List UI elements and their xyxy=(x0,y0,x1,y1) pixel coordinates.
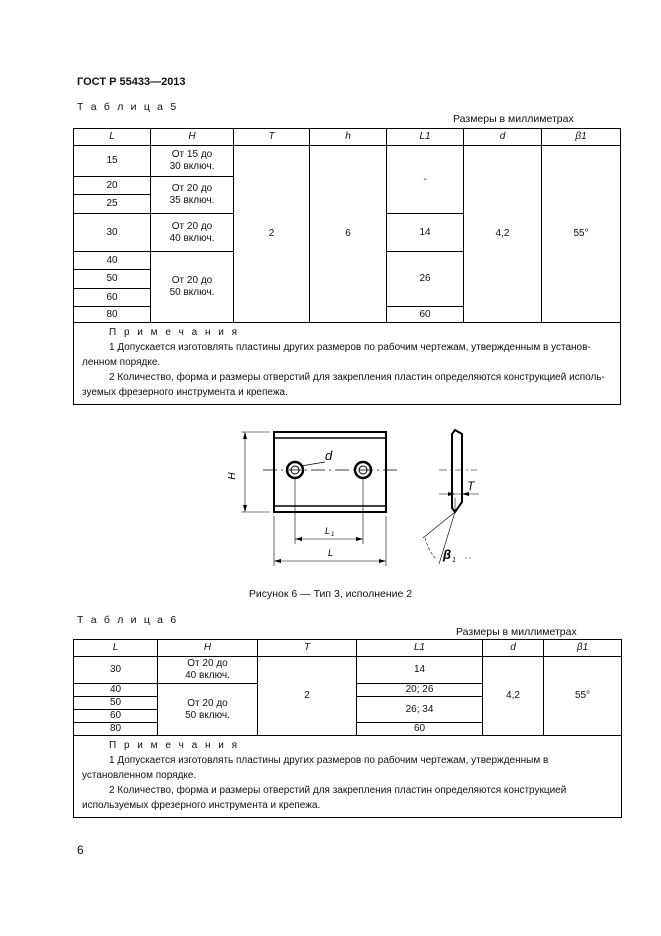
t6-L-4: 80 xyxy=(74,723,158,736)
t6-T: 2 xyxy=(258,657,357,736)
t5-L-2: 25 xyxy=(74,195,151,214)
t6-col-d: d xyxy=(483,640,544,657)
t6-L-3: 60 xyxy=(74,710,158,723)
table5-caption: Т а б л и ц а 5 xyxy=(77,101,179,113)
t6-note2: 2 Количество, форма и размеры отверстий для закрепления пластин определяются конструкцией используемых фрезерного инструмента и крепежа. xyxy=(82,785,567,811)
d-leader xyxy=(301,462,325,466)
t5-L-5: 50 xyxy=(74,270,151,289)
figure-6-caption: Рисунок 6 — Тип 3, исполнение 2 xyxy=(248,588,413,600)
t5-note2: 2 Количество, форма и размеры отверстий для закрепления пластин определяются конструкцией исполь-зуемых фрезерного инструмента и крепежа. xyxy=(82,372,605,398)
t5-col-h: h xyxy=(310,129,387,146)
label-H: H xyxy=(227,472,238,480)
arrow-l-left xyxy=(274,559,281,563)
figure-6-drawing xyxy=(225,420,485,570)
document-header: ГОСТ Р 55433—2013 xyxy=(77,76,186,88)
table6 xyxy=(73,639,622,818)
beta-arc xyxy=(425,538,437,560)
t6-L-1: 40 xyxy=(74,684,158,697)
t5-beta1: 55° xyxy=(542,146,621,323)
table5 xyxy=(73,128,621,405)
arrow-h-bottom xyxy=(243,505,247,512)
t6-L-2: 50 xyxy=(74,697,158,710)
table6-units: Размеры в миллиметрах xyxy=(456,626,577,638)
t5-L1-0: - xyxy=(387,146,464,214)
arrow-l-right xyxy=(379,559,386,563)
t6-col-H: H xyxy=(158,640,258,657)
t6-note1: 1 Допускается изготовлять пластины других размеров по рабочим чертежам, утвержденным в установленном порядке. xyxy=(82,755,549,781)
page-number: 6 xyxy=(77,843,84,857)
t5-L-4: 40 xyxy=(74,252,151,270)
label-beta-sub: 1 xyxy=(452,557,456,564)
table5-units: Размеры в миллиметрах xyxy=(453,113,574,125)
t5-L1-2: 26 xyxy=(387,252,464,307)
label-L1-sub: 1 xyxy=(331,532,335,538)
t5-L-0: 15 xyxy=(74,146,151,177)
t5-col-d: d xyxy=(464,129,542,146)
t5-notes xyxy=(74,323,621,405)
label-L1: L xyxy=(325,526,331,536)
label-d: d xyxy=(325,448,333,463)
t5-notes-title: П р и м е ч а н и я xyxy=(109,327,240,338)
t5-L-6: 60 xyxy=(74,289,151,307)
t5-T: 2 xyxy=(234,146,310,323)
t5-L-7: 80 xyxy=(74,307,151,323)
t5-col-H: H xyxy=(151,129,234,146)
t6-beta1: 55° xyxy=(544,657,622,736)
t6-col-T: T xyxy=(258,640,357,657)
side-view xyxy=(452,430,462,512)
t5-col-L1: L1 xyxy=(387,129,464,146)
label-L: L xyxy=(328,548,334,558)
t5-d: 4,2 xyxy=(464,146,542,323)
arrow-l1-left xyxy=(295,537,302,541)
t6-col-L: L xyxy=(74,640,158,657)
t6-col-L1: L1 xyxy=(357,640,483,657)
t6-notes-title: П р и м е ч а н и я xyxy=(109,740,240,751)
beta-line-1 xyxy=(423,512,455,538)
t5-h: 6 xyxy=(310,146,387,323)
t5-col-L: L xyxy=(74,129,151,146)
t6-L1-0: 14 xyxy=(357,657,483,684)
arrow-l1-right xyxy=(356,537,363,541)
t6-col-beta1: β1 xyxy=(544,640,622,657)
plate-outline xyxy=(274,432,386,512)
t5-L-3: 30 xyxy=(74,214,151,252)
t6-L-0: 30 xyxy=(74,657,158,684)
t5-H-2: От 20 до 40 включ. xyxy=(151,214,234,252)
t6-H-0: От 20 до 40 включ. xyxy=(158,657,258,684)
label-T: T xyxy=(467,479,475,493)
t5-col-beta1: β1 xyxy=(542,129,621,146)
t5-H-3: От 20 до 50 включ. xyxy=(151,252,234,323)
table6-caption: Т а б л и ц а 6 xyxy=(77,614,179,626)
t5-H-1: От 20 до 35 включ. xyxy=(151,177,234,214)
label-beta: β xyxy=(443,547,452,562)
t5-col-T: T xyxy=(234,129,310,146)
t5-note1: 1 Допускается изготовлять пластины других размеров по рабочим чертежам, утвержденным в установ-ленном порядке. xyxy=(82,342,591,368)
t6-d: 4,2 xyxy=(483,657,544,736)
t6-L1-3: 60 xyxy=(357,723,483,736)
t5-L-1: 20 xyxy=(74,177,151,195)
t5-H-0: От 15 до 30 включ. xyxy=(151,146,234,177)
t5-L1-3: 60 xyxy=(387,307,464,323)
t6-H-1: От 20 до 50 включ. xyxy=(158,684,258,736)
t6-notes xyxy=(74,736,622,818)
t6-L1-2: 26; 34 xyxy=(357,697,483,723)
t6-L1-1: 20; 26 xyxy=(357,684,483,697)
arrow-h-top xyxy=(243,432,247,439)
t5-L1-1: 14 xyxy=(387,214,464,252)
